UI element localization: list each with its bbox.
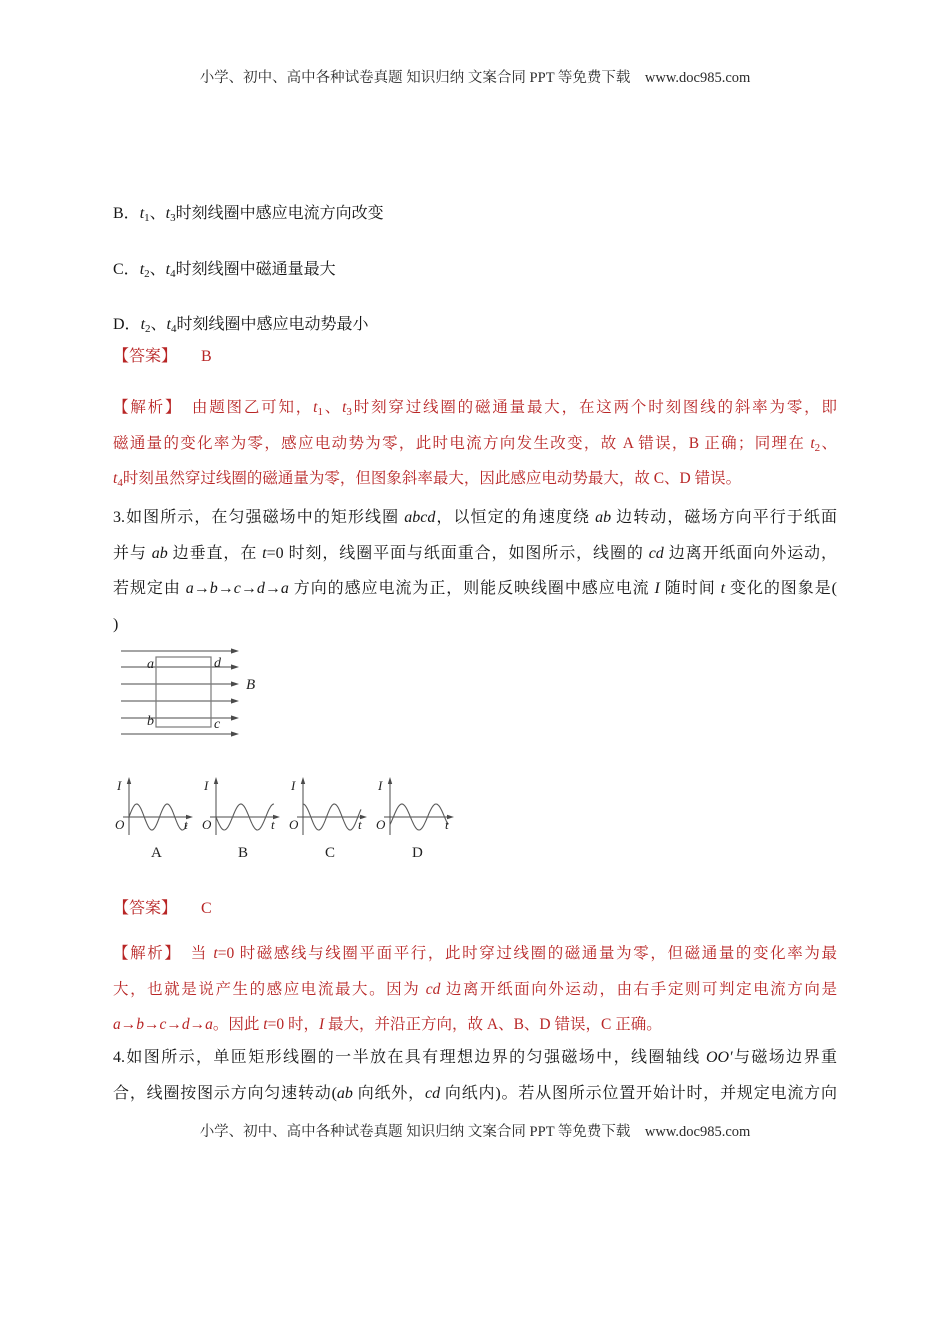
graph-y-axis-label: I xyxy=(204,778,209,793)
text-line xyxy=(113,936,837,972)
text-segment: C． xyxy=(113,261,140,278)
text-segment: 、 xyxy=(150,316,167,333)
text-segment: → xyxy=(240,580,257,598)
graph-x-axis-label: t xyxy=(445,817,449,832)
text-segment: I xyxy=(654,580,660,598)
arrow-icon xyxy=(231,731,239,736)
text-line xyxy=(113,461,837,497)
text-segment: abcd xyxy=(404,509,436,526)
axis-arrow-icon xyxy=(301,777,305,784)
text-segment: 向纸内)。若从图所示位置开始计时，并规定电流方向 xyxy=(440,1084,837,1102)
text-segment: 1 xyxy=(144,212,150,224)
text-segment: 【解析】 由题图乙可知， xyxy=(113,399,314,416)
text-segment: 。因此 xyxy=(212,1016,264,1034)
text-segment: b xyxy=(136,1016,144,1034)
text-segment: OO′ xyxy=(705,1049,733,1066)
text-segment: 边离开纸面向外运动，由右手定则可判定电流方向是 xyxy=(440,980,837,998)
graph-option-letter: A xyxy=(151,845,162,861)
text-segment: 2 xyxy=(144,268,150,280)
graph-y-axis-label: I xyxy=(291,778,296,793)
text-segment: t xyxy=(139,261,145,278)
text-segment: 、 xyxy=(149,205,166,222)
graph-option-letter: D xyxy=(412,845,423,861)
text-segment: 时刻线圈中感应电流方向改变 xyxy=(175,205,384,222)
text-segment: 磁通量的变化率为零，感应电动势为零，此时电流方向发生改变，故 A 错误，B 正确；同理在 xyxy=(113,434,811,452)
graph-origin-label: O xyxy=(115,817,125,832)
text-segment: → xyxy=(144,1016,160,1034)
text-segment: t xyxy=(139,205,145,222)
q2-answer-value: B xyxy=(201,348,212,365)
text-line xyxy=(113,571,837,607)
text-segment: 大，也就是说产生的感应电流最大。因为 xyxy=(113,980,426,998)
coil-corner-d-label: d xyxy=(214,656,221,671)
text-segment: → xyxy=(189,1016,206,1034)
text-line xyxy=(113,972,837,1008)
text-segment: 4.如图所示，单匝矩形线圈的一半放在具有理想边界的匀强磁场中，线圈轴线 xyxy=(113,1049,706,1066)
text-segment: 3 xyxy=(346,406,352,418)
text-line xyxy=(113,426,837,462)
coil-corner-c-label: c xyxy=(214,717,221,732)
text-line xyxy=(113,1040,837,1076)
graph-option-D xyxy=(374,775,461,863)
page-header xyxy=(0,66,950,87)
text-segment: =0 时刻，线圈平面与纸面重合，如图所示，线圈的 xyxy=(266,544,649,562)
q3-analysis xyxy=(113,936,837,1043)
graph-origin-label: O xyxy=(202,817,212,832)
option-b xyxy=(113,202,837,230)
text-segment: 2 xyxy=(145,323,151,335)
q3-question-text xyxy=(113,500,837,643)
graph-x-axis-label: t xyxy=(358,817,362,832)
text-segment: 【解析】 当 xyxy=(113,945,214,962)
q4-question-text xyxy=(113,1040,837,1111)
text-segment: 4 xyxy=(170,268,176,280)
text-segment: d xyxy=(181,1016,190,1034)
text-line xyxy=(113,390,837,426)
text-segment: 边离开纸面向外运动， xyxy=(663,544,837,562)
text-line xyxy=(113,1076,837,1112)
text-segment: 时刻线圈中感应电动势最小 xyxy=(176,316,369,333)
text-line xyxy=(113,607,837,643)
text-segment: t xyxy=(165,205,171,222)
arrow-icon xyxy=(231,648,239,653)
text-segment: t xyxy=(313,399,318,416)
q2-answer-row xyxy=(113,346,837,368)
text-segment: cd xyxy=(648,544,664,562)
text-segment: ab xyxy=(595,509,612,526)
text-segment: 、 xyxy=(820,434,837,452)
text-segment: t xyxy=(166,316,171,333)
graph-y-axis-label: I xyxy=(117,778,122,793)
page-footer xyxy=(0,1120,950,1141)
text-segment: 边转动，磁场方向平行于纸面 xyxy=(611,509,837,526)
text-segment: → xyxy=(193,580,210,598)
coil-corner-b-label: b xyxy=(147,714,154,729)
axis-arrow-icon xyxy=(214,777,218,784)
arrow-icon xyxy=(231,715,239,720)
text-segment: 时刻虽然穿过线圈的磁通量为零，但图象斜率最大，因此感应电动势最大，故 C、D 错误。 xyxy=(122,470,742,488)
text-segment: a xyxy=(205,1016,213,1034)
graph-option-C xyxy=(287,775,374,863)
footer-text: 小学、初中、高中各种试卷真题 知识归纳 文案合同 PPT 等免费下载 www.doc985.com xyxy=(199,1124,751,1140)
text-segment: a xyxy=(280,580,289,598)
text-segment: 并与 xyxy=(113,544,152,562)
graph-options-row xyxy=(113,775,513,865)
text-segment: d xyxy=(256,580,265,598)
text-segment: t xyxy=(720,580,726,598)
text-segment: a xyxy=(113,1016,121,1034)
text-segment: cd xyxy=(425,980,441,998)
q3-answer-row xyxy=(113,898,837,920)
text-segment: → xyxy=(166,1016,182,1034)
q2-answer-label: 【答案】 xyxy=(113,348,178,365)
text-segment: ab xyxy=(151,544,168,562)
graph-option-B xyxy=(200,775,287,863)
graph-x-axis-label: t xyxy=(271,817,275,832)
text-segment: → xyxy=(264,580,281,598)
option-d xyxy=(113,313,837,341)
text-segment: B． xyxy=(113,205,140,222)
q2-analysis xyxy=(113,390,837,497)
text-segment: cd xyxy=(425,1084,441,1102)
graph-x-axis-label: t xyxy=(184,817,188,832)
q3-answer-value: C xyxy=(201,900,212,917)
text-segment: D． xyxy=(113,316,141,333)
text-segment: 4 xyxy=(117,477,123,490)
text-segment: t xyxy=(342,399,347,416)
text-line xyxy=(113,536,837,572)
text-segment: 合，线圈按图示方向匀速转动( xyxy=(113,1084,337,1102)
q3-answer-label: 【答案】 xyxy=(113,900,178,917)
graph-option-letter: B xyxy=(238,845,249,861)
graph-origin-label: O xyxy=(289,817,299,832)
text-segment: 3.如图所示，在匀强磁场中的矩形线圈 xyxy=(113,509,405,526)
text-segment: 与磁场边界重 xyxy=(732,1049,837,1066)
text-segment: 若规定由 xyxy=(113,580,186,598)
header-text: 小学、初中、高中各种试卷真题 知识归纳 文案合同 PPT 等免费下载 www.doc985.com xyxy=(199,70,751,86)
text-segment: ，以恒定的角速度绕 xyxy=(435,509,596,526)
text-segment: t xyxy=(262,544,267,562)
text-segment: t xyxy=(140,316,146,333)
text-segment: t xyxy=(113,470,118,488)
text-segment: 时刻线圈中磁通量最大 xyxy=(175,261,336,278)
arrow-icon xyxy=(231,681,239,686)
text-segment: → xyxy=(120,1016,137,1034)
graph-origin-label: O xyxy=(376,817,386,832)
text-line xyxy=(113,500,837,536)
text-segment: t xyxy=(165,261,171,278)
text-segment: =0 时磁感线与线圈平面平行，此时穿过线圈的磁通量为零，但磁通量的变化率为最 xyxy=(217,945,837,962)
text-segment: I xyxy=(318,1016,325,1034)
text-segment: 变化的图象是( xyxy=(725,580,837,598)
coil-in-field-figure xyxy=(119,644,269,744)
text-segment: 最大，并沿正方向，故 A、B、D 错误，C 正确。 xyxy=(324,1016,662,1034)
graph-option-A xyxy=(113,775,200,863)
arrow-icon xyxy=(231,664,239,669)
text-segment: 方向的感应电流为正，则能反映线圈中感应电流 xyxy=(288,580,655,598)
graph-option-letter: C xyxy=(325,845,336,861)
text-segment: t xyxy=(213,945,218,962)
text-segment: 、 xyxy=(149,261,166,278)
text-segment: 边垂直，在 xyxy=(167,544,263,562)
text-segment: ) xyxy=(113,616,119,634)
graph-y-axis-label: I xyxy=(378,778,383,793)
axis-arrow-icon xyxy=(388,777,392,784)
text-segment: t xyxy=(810,434,815,452)
field-b-label: B xyxy=(246,677,256,693)
text-segment: t xyxy=(263,1016,268,1034)
text-segment: 4 xyxy=(170,323,177,335)
text-segment: a xyxy=(185,580,194,598)
text-segment: 3 xyxy=(170,212,176,224)
text-segment: 向纸外， xyxy=(352,1084,425,1102)
text-segment: c xyxy=(159,1016,167,1034)
text-line xyxy=(113,1007,837,1043)
arrow-icon xyxy=(231,698,239,703)
text-segment: b xyxy=(209,580,218,598)
coil-corner-a-label: a xyxy=(147,657,154,672)
text-segment: → xyxy=(217,580,234,598)
text-segment: 、 xyxy=(322,399,343,416)
axis-arrow-icon xyxy=(127,777,131,784)
text-segment: 随时间 xyxy=(659,580,721,598)
text-segment: 1 xyxy=(317,406,323,418)
text-segment: ab xyxy=(336,1084,353,1102)
text-segment: =0 时， xyxy=(267,1016,319,1034)
option-c xyxy=(113,258,837,286)
text-segment: 时刻穿过线圈的磁通量最大，在这两个时刻图线的斜率为零，即 xyxy=(351,399,837,416)
text-segment: c xyxy=(233,580,241,598)
text-segment: 2 xyxy=(814,441,821,454)
